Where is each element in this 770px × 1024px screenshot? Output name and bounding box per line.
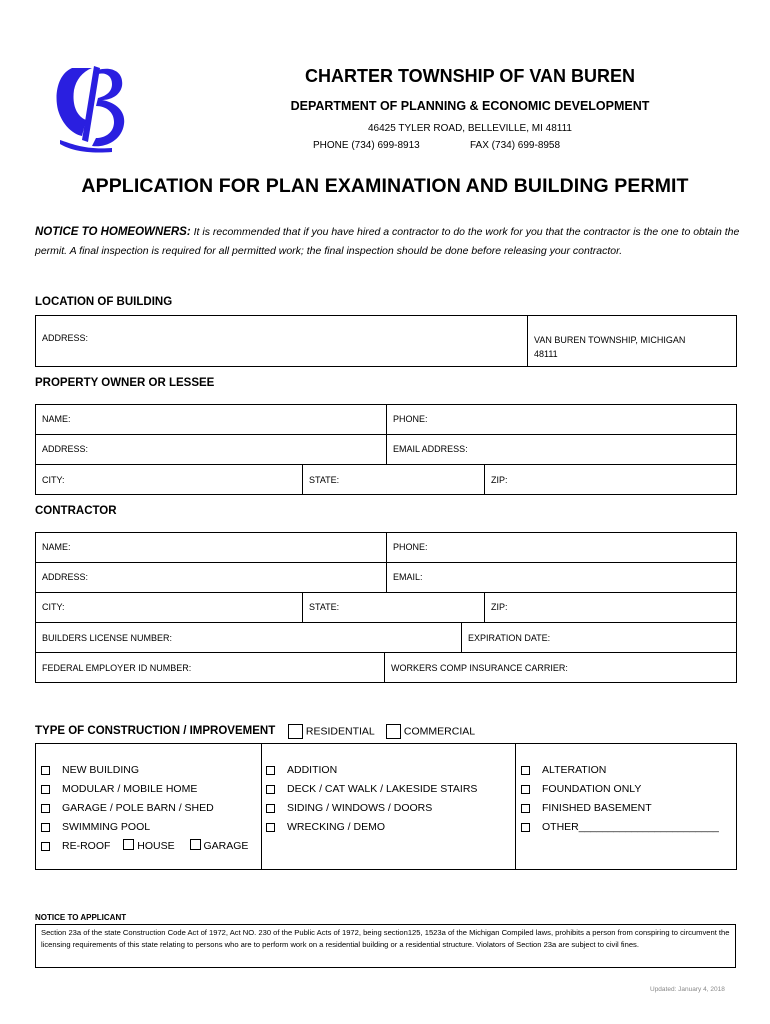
- contractor-phone-label: PHONE:: [393, 542, 428, 552]
- license-number-label: BUILDERS LICENSE NUMBER:: [42, 633, 173, 643]
- owner-address-field[interactable]: [35, 434, 387, 465]
- owner-zip-field[interactable]: [484, 464, 737, 495]
- expiration-date-field[interactable]: [461, 622, 737, 653]
- location-township: [527, 315, 737, 367]
- owner-heading: PROPERTY OWNER OR LESSEE: [35, 377, 215, 389]
- option-label: FINISHED BASEMENT: [542, 802, 652, 814]
- garage-label: GARAGE: [203, 840, 249, 852]
- owner-phone-field[interactable]: [386, 404, 737, 435]
- notice-text: It is recommended that if you have hired a contractor to do the work for you that the contractor is the one to obtain the permit. A final inspection is required for all permitted work; the final inspection should be done before releasing your contractor.: [35, 226, 740, 257]
- applicant-notice-heading: NOTICE TO APPLICANT: [35, 913, 127, 922]
- org-phone: PHONE (734) 699-8913: [313, 140, 420, 151]
- checkbox[interactable]: [521, 785, 530, 794]
- checkbox[interactable]: [521, 804, 530, 813]
- option-new-building[interactable]: [41, 761, 248, 780]
- option-re-roof[interactable]: [41, 837, 248, 856]
- org-fax: FAX (734) 699-8958: [470, 140, 561, 151]
- house-label: HOUSE: [137, 840, 175, 852]
- commercial-label: COMMERCIAL: [403, 725, 476, 738]
- license-number-field[interactable]: [35, 622, 462, 653]
- residential-checkbox[interactable]: [288, 724, 303, 739]
- commercial-option[interactable]: [386, 724, 475, 739]
- contractor-heading: CONTRACTOR: [35, 505, 117, 517]
- contractor-email-field[interactable]: [386, 562, 737, 593]
- option-label: WRECKING / DEMO: [287, 821, 386, 833]
- owner-email-field[interactable]: [386, 434, 737, 465]
- col2-list: [266, 761, 477, 837]
- contractor-name-field[interactable]: [35, 532, 387, 563]
- owner-address-label: ADDRESS:: [42, 444, 89, 454]
- option-wrecking[interactable]: [266, 818, 477, 837]
- owner-phone-label: PHONE:: [393, 414, 428, 424]
- checkbox[interactable]: [521, 823, 530, 832]
- option-label: MODULAR / MOBILE HOME: [62, 783, 198, 795]
- reroof-label: RE-ROOF: [62, 840, 111, 852]
- department-name: DEPARTMENT OF PLANNING & ECONOMIC DEVELOPMENT: [290, 99, 650, 113]
- workers-comp-label: WORKERS COMP INSURANCE CARRIER:: [391, 663, 568, 673]
- option-garage-pole-barn[interactable]: [41, 799, 248, 818]
- org-address: 46425 TYLER ROAD, BELLEVILLE, MI 48111: [367, 123, 572, 134]
- option-foundation-only[interactable]: [521, 780, 719, 799]
- owner-city-label: CITY:: [42, 475, 65, 485]
- option-label: ADDITION: [287, 764, 338, 776]
- option-alteration[interactable]: [521, 761, 719, 780]
- contractor-name-label: NAME:: [42, 542, 71, 552]
- construction-heading: TYPE OF CONSTRUCTION / IMPROVEMENT: [35, 725, 276, 737]
- residential-option[interactable]: [288, 724, 375, 739]
- workers-comp-field[interactable]: [384, 652, 737, 683]
- option-modular-home[interactable]: [41, 780, 248, 799]
- commercial-checkbox[interactable]: [386, 724, 401, 739]
- option-label: NEW BUILDING: [62, 764, 140, 776]
- form-title: APPLICATION FOR PLAN EXAMINATION AND BUILDING PERMIT: [81, 175, 689, 197]
- house-checkbox[interactable]: [123, 839, 134, 850]
- checkbox[interactable]: [41, 766, 50, 775]
- location-heading: LOCATION OF BUILDING: [35, 296, 173, 308]
- owner-name-label: NAME:: [42, 414, 71, 424]
- homeowner-notice: [35, 223, 745, 261]
- owner-zip-label: ZIP:: [491, 475, 508, 485]
- contractor-state-label: STATE:: [309, 602, 340, 612]
- owner-email-label: EMAIL ADDRESS:: [393, 444, 468, 454]
- notice-label: NOTICE TO HOMEOWNERS:: [35, 226, 191, 238]
- contractor-city-field[interactable]: [35, 592, 303, 623]
- option-label: SWIMMING POOL: [62, 821, 151, 833]
- col3-list: [521, 761, 719, 837]
- contractor-phone-field[interactable]: [386, 532, 737, 563]
- contractor-zip-label: ZIP:: [491, 602, 508, 612]
- option-deck[interactable]: [266, 780, 477, 799]
- option-finished-basement[interactable]: [521, 799, 719, 818]
- fein-field[interactable]: [35, 652, 385, 683]
- fein-label: FEDERAL EMPLOYER ID NUMBER:: [42, 663, 192, 673]
- updated-date: Updated: January 4, 2018: [650, 986, 725, 993]
- option-other[interactable]: [521, 818, 719, 837]
- checkbox[interactable]: [41, 842, 50, 851]
- col1-list: [41, 761, 248, 856]
- checkbox[interactable]: [41, 785, 50, 794]
- org-title: CHARTER TOWNSHIP OF VAN BUREN: [304, 66, 635, 86]
- contractor-address-field[interactable]: [35, 562, 387, 593]
- expiration-date-label: EXPIRATION DATE:: [468, 633, 551, 643]
- option-addition[interactable]: [266, 761, 477, 780]
- garage-checkbox[interactable]: [190, 839, 201, 850]
- option-label: SIDING / WINDOWS / DOORS: [287, 802, 433, 814]
- checkbox[interactable]: [521, 766, 530, 775]
- checkbox[interactable]: [266, 766, 275, 775]
- checkbox[interactable]: [266, 785, 275, 794]
- contractor-address-label: ADDRESS:: [42, 572, 89, 582]
- option-label: FOUNDATION ONLY: [542, 783, 642, 795]
- option-swimming-pool[interactable]: [41, 818, 248, 837]
- checkbox[interactable]: [266, 804, 275, 813]
- contractor-city-label: CITY:: [42, 602, 65, 612]
- owner-state-field[interactable]: [302, 464, 485, 495]
- location-address-label: ADDRESS:: [42, 333, 89, 343]
- applicant-notice-text: Section 23a of the state Construction Code Act of 1972, Act NO. 230 of the Public Acts of 1972, being section125, 1523a of the Michigan Compiled laws, prohibits a person from conspiring to circumvent the licensing requirements of this state relating to persons who are to perform work on a residential building or a residential structure. Violators of Section 23a are subject to civil fines.: [35, 924, 736, 968]
- owner-city-field[interactable]: [35, 464, 303, 495]
- checkbox[interactable]: [41, 804, 50, 813]
- township-zip: 48111: [534, 349, 558, 359]
- option-label: OTHER________________________: [542, 821, 719, 833]
- option-label: DECK / CAT WALK / LAKESIDE STAIRS: [287, 783, 478, 795]
- township-name: VAN BUREN TOWNSHIP, MICHIGAN: [534, 335, 686, 345]
- checkbox[interactable]: [41, 823, 50, 832]
- contractor-email-label: EMAIL:: [393, 572, 423, 582]
- option-label: GARAGE / POLE BARN / SHED: [62, 802, 214, 814]
- location-address-field[interactable]: [35, 315, 528, 367]
- checkbox[interactable]: [266, 823, 275, 832]
- contractor-zip-field[interactable]: [484, 592, 737, 623]
- option-siding[interactable]: [266, 799, 477, 818]
- option-label: ALTERATION: [542, 764, 607, 776]
- township-logo: [52, 60, 130, 154]
- residential-label: RESIDENTIAL: [305, 725, 375, 738]
- owner-state-label: STATE:: [309, 475, 340, 485]
- owner-name-field[interactable]: [35, 404, 387, 435]
- contractor-state-field[interactable]: [302, 592, 485, 623]
